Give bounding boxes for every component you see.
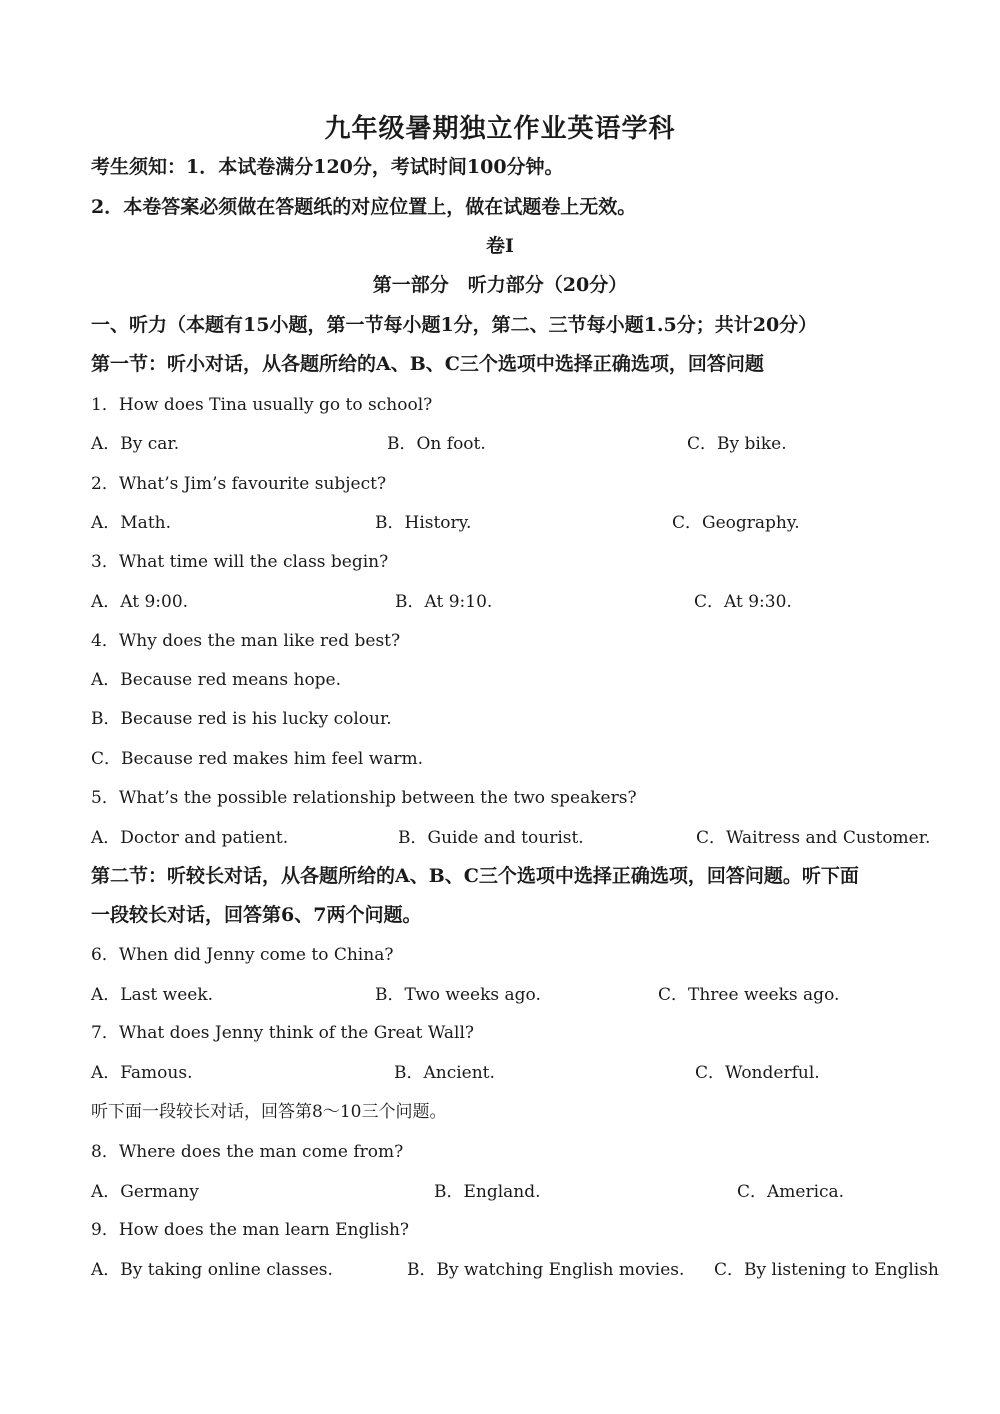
- option-b: B．At 9:10.: [395, 592, 493, 612]
- option-b: B．Ancient.: [394, 1063, 495, 1083]
- option-a: A．Last week.: [91, 985, 214, 1005]
- section-2-instruction-line-1: 第二节：听较长对话，从各题所给的A、B、C三个选项中选择正确选项，回答问题。听下面: [91, 865, 859, 887]
- part-heading: 第一部分 听力部分（20分）: [372, 274, 628, 296]
- question-stem: 3．What time will the class begin?: [91, 552, 389, 572]
- option-b: B．History.: [375, 513, 472, 533]
- option-c: C．Three weeks ago.: [658, 985, 840, 1005]
- option-b: B．Because red is his lucky colour.: [91, 709, 392, 729]
- option-c: C．Wonderful.: [695, 1063, 820, 1083]
- option-a: A．Because red means hope.: [91, 670, 342, 690]
- notice-line-2: 2．本卷答案必须做在答题纸的对应位置上，做在试题卷上无效。: [91, 196, 637, 218]
- option-a: A．At 9:00.: [91, 592, 189, 612]
- option-c: C．At 9:30.: [694, 592, 792, 612]
- option-b: B．Two weeks ago.: [375, 985, 541, 1005]
- option-b: B．Guide and tourist.: [398, 828, 584, 848]
- option-a: A．Germany: [91, 1182, 199, 1202]
- exam-title: 九年级暑期独立作业英语学科: [324, 114, 676, 144]
- section-2-instruction-line-2: 一段较长对话，回答第6、7两个问题。: [91, 904, 422, 926]
- question-stem: 2．What’s Jim’s favourite subject?: [91, 474, 387, 494]
- option-c: C．By bike.: [687, 434, 787, 454]
- option-b: B．By watching English movies.: [407, 1260, 685, 1280]
- question-stem: 8．Where does the man come from?: [91, 1142, 404, 1162]
- instruction-questions-8-10: 听下面一段较长对话，回答第8～10三个问题。: [91, 1102, 447, 1122]
- listening-section-heading: 一、听力（本题有15小题，第一节每小题1分，第二、三节每小题1.5分；共计20分）: [91, 314, 818, 336]
- option-c: C．By listening to English: [714, 1260, 939, 1280]
- question-stem: 5．What’s the possible relationship between the two speakers?: [91, 788, 637, 808]
- option-a: A．By car.: [91, 434, 180, 454]
- question-stem: 7．What does Jenny think of the Great Wall?: [91, 1023, 474, 1043]
- question-stem: 6．When did Jenny come to China?: [91, 945, 394, 965]
- section-1-instruction: 第一节：听小对话，从各题所给的A、B、C三个选项中选择正确选项，回答问题: [91, 353, 764, 375]
- option-a: A．By taking online classes.: [91, 1260, 333, 1280]
- volume-label: 卷Ⅰ: [486, 235, 514, 257]
- option-a: A．Doctor and patient.: [91, 828, 289, 848]
- question-stem: 9．How does the man learn English?: [91, 1220, 410, 1240]
- option-c: C．Because red makes him feel warm.: [91, 749, 424, 769]
- option-c: C．Geography.: [672, 513, 800, 533]
- question-stem: 4．Why does the man like red best?: [91, 631, 401, 651]
- option-b: B．On foot.: [387, 434, 486, 454]
- option-b: B．England.: [434, 1182, 541, 1202]
- option-c: C．Waitress and Customer.: [696, 828, 931, 848]
- option-c: C．America.: [737, 1182, 845, 1202]
- option-a: A．Math.: [91, 513, 172, 533]
- question-stem: 1．How does Tina usually go to school?: [91, 395, 433, 415]
- notice-line-1: 考生须知：1．本试卷满分120分，考试时间100分钟。: [91, 156, 564, 178]
- option-a: A．Famous.: [91, 1063, 193, 1083]
